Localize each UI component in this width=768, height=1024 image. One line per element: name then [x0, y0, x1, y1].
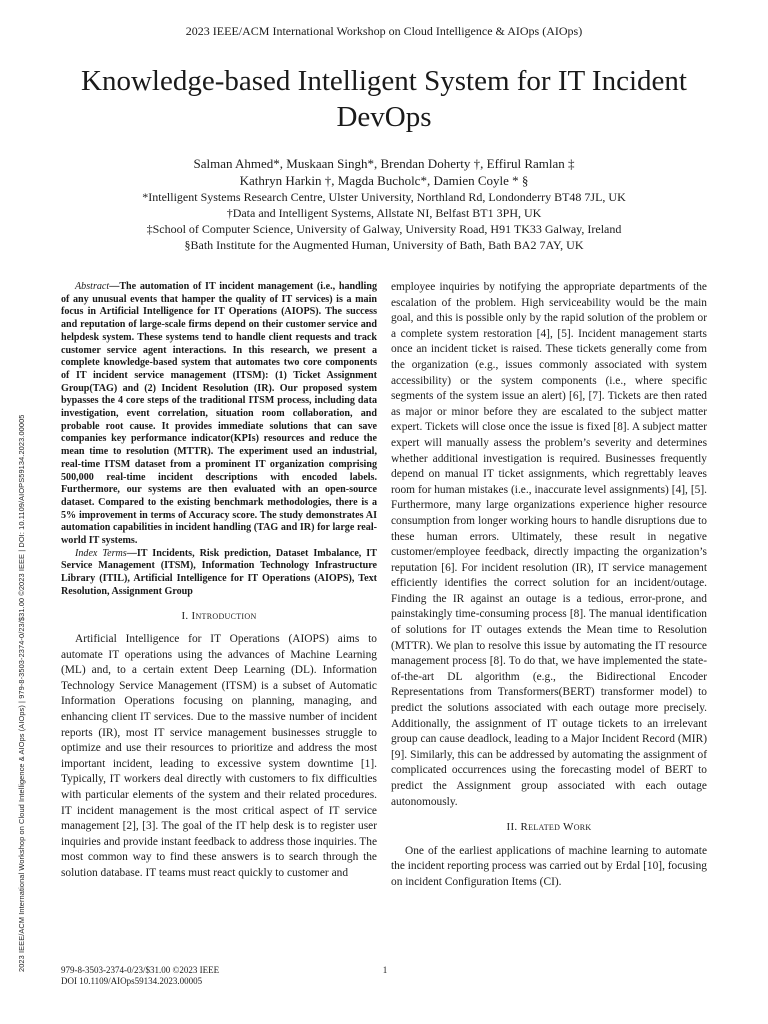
- affiliation-4: §Bath Institute for the Augmented Human, University of Bath, Bath BA2 7AY, UK: [184, 238, 584, 252]
- page-number: 1: [382, 965, 388, 975]
- abstract-lead: Abstract: [75, 281, 110, 292]
- index-terms-text: —IT Incidents, Risk prediction, Dataset Imbalance, IT Service Management (ITSM), Information Technology Infrastructure Library (ITIL), Artificial Intelligence for IT Operations (AIOPS), Text Resolution, Assignment Group: [61, 547, 377, 597]
- related-work-text: One of the earliest applications of machine learning to automate the incident reporting process was carried out by Erdal [10], focusing on incident Configuration Items (CI).: [391, 844, 707, 888]
- abstract: [61, 281, 377, 548]
- left-column: [61, 281, 377, 882]
- right-column: [391, 280, 707, 891]
- conference-header: 2023 IEEE/ACM International Workshop on Cloud Intelligence & AIOps (AIOps): [185, 24, 583, 38]
- continuation-text: employee inquiries by notifying the appropriate departments of the escalation of the problem. High serviceability would be the main goal, and this is possible only by the rapid solution of the problem or a complete system restoration [4], [5]. Incident management starts once an incident ticket is raised. These tickets generally come from the organization (e.g., issues commonly associated with system accessibility) or the system components (i.e., where specific segments of the system issue an alert) [6], [7]. Tickets are then rated as major or minor before they are escalated to the subject matter expert. Tickets will close once the issue is fixed [8]. A subject matter expert will manually assess the problem’s severity and determines whether additional investigation is required. Businesses frequently depend on manual IT ticket assignments, which regrettably leaves room for human mistakes (i.e., inaccurate level assignments) [4], [5]. Furthermore, many large organizations experience higher resource consumption from longer working hours to handle disruptions due to these human errors. Ultimately, these result in negative customer/employee feedback, directly impacting the organization’s reputation [6]. For incident resolution (IR), IT service management efficiently identifies the correct solution for an incident/outage. Finding the IR against an outage is a tedious, error-prone, and painstakingly time-consuming process [8]. The manual identification of solutions for IT outages extends the Mean time to Resolution (MTTR). We plan to resolve this issue by automating the IT resource management process [8]. To do that, we have implemented the state-of-the-art DL algorithm (e.g., the Bidirectional Encoder Representations from Transformers(BERT) transformer model) to predict the solutions associated with each outage more precisely. Additionally, the assignment of IT outage tickets to an irrelevant group can cause deadlock, leading to a Major Incident Record (MIR) [9]. Similarly, this can be addressed by automating the assignment of complicated occurrences using the forecasting model of BERT to predict the Assignment group associated with each outage autonomously.: [391, 281, 707, 808]
- index-terms-lead: Index Terms: [75, 547, 127, 559]
- authors-line-1: Salman Ahmed*, Muskaan Singh*, Brendan Doherty †, Effirul Ramlan ‡: [193, 156, 575, 171]
- affiliations: [40, 189, 728, 253]
- author-list: [40, 155, 728, 189]
- abstract-text: —The automation of IT incident management (i.e., handling of any unusual events that hamper the quality of IT services) is a main focus in Artificial Intelligence for IT Operations (AIOPS). The success and reputation of large-scale firms depend on their customer service and helpdesk system. These systems tend to handle client requests and track customer service agent interactions. In this research, we present a complete knowledge-based system that automates two core components of IT incident service management (ITSM): (1) Ticket Assignment Group(TAG) and (2) Incident Resolution (IR). Our proposed system bypasses the 4 core steps of the traditional ITSM process, including data investigation, event correlation, situation room collaboration, and probable root cause. It provides immediate solutions that can save companies key performance indicator(KPIs) resources and reduce the mean time to resolution (MTTR). The experiment used an industrial, real-time ITSM dataset from a prominent IT organization comprising 500,000 real-time incident descriptions with encoded labels. Furthermore, our systems are then evaluated with an open-source dataset. Compared to the existing benchmark methodologies, there is a 5% improvement in terms of Accuracy score. The study demonstrates AI automation capabilities in incident handling (TAG and IR) for large real-world IT systems.: [61, 281, 377, 547]
- affiliation-2: †Data and Intelligent Systems, Allstate NI, Belfast BT1 3PH, UK: [226, 206, 542, 220]
- authors-line-2: Kathryn Harkin †, Magda Bucholc*, Damien Coyle * §: [239, 173, 529, 188]
- footer-doi: DOI 10.1109/AIOps59134.2023.00005: [61, 976, 203, 986]
- index-terms: [61, 548, 377, 599]
- footer-isbn: 979-8-3503-2374-0/23/$31.00 ©2023 IEEE: [61, 965, 220, 975]
- paper-title: Knowledge-based Intelligent System for IT Incident DevOps: [81, 65, 687, 133]
- section-heading-related-work: II. Related Work: [506, 821, 592, 834]
- footer-publication-info: [61, 965, 219, 987]
- side-identifier: 2023 IEEE/ACM International Workshop on Cloud Intelligence & AIOps (AIOps) | 979-8-3503-2374-0/23/$31.00 ©2023 IEEE | DOI: 10.1109/AIOPS59134.2023.00005: [17, 414, 26, 972]
- affiliation-3: ‡School of Computer Science, University of Galway, University Road, H91 TK33 Galway, Ireland: [146, 222, 622, 236]
- introduction-text: Artificial Intelligence for IT Operations (AIOPS) aims to automate IT operations using the advances of Machine Learning (ML) and, to a certain extent Deep Learning (DL). Information Technology Service Management (ITSM) is a subset of Automatic Information Operations focusing on planning, managing, and enhancing client IT services. Due to the massive number of incident reports (IR), most IT service management businesses struggle to optimize and use their resources to prioritize and address the most important incident, leading to excessive system downtime [1]. Typically, IT workers deal directly with customers to fix difficulties with particular elements of the system and their related procedures. IT incident management is the most critical aspect of IT service management [2], [3]. The goal of the IT help desk is to register user inquiries and provide instant feedback to address those inquiries. The most common way to find these answers is to search through the solution database. IT teams must react quickly to customer and: [61, 633, 377, 879]
- section-heading-introduction: I. Introduction: [181, 609, 257, 622]
- affiliation-1: *Intelligent Systems Research Centre, Ulster University, Northland Rd, Londonderry BT48 7JL, UK: [142, 190, 626, 204]
